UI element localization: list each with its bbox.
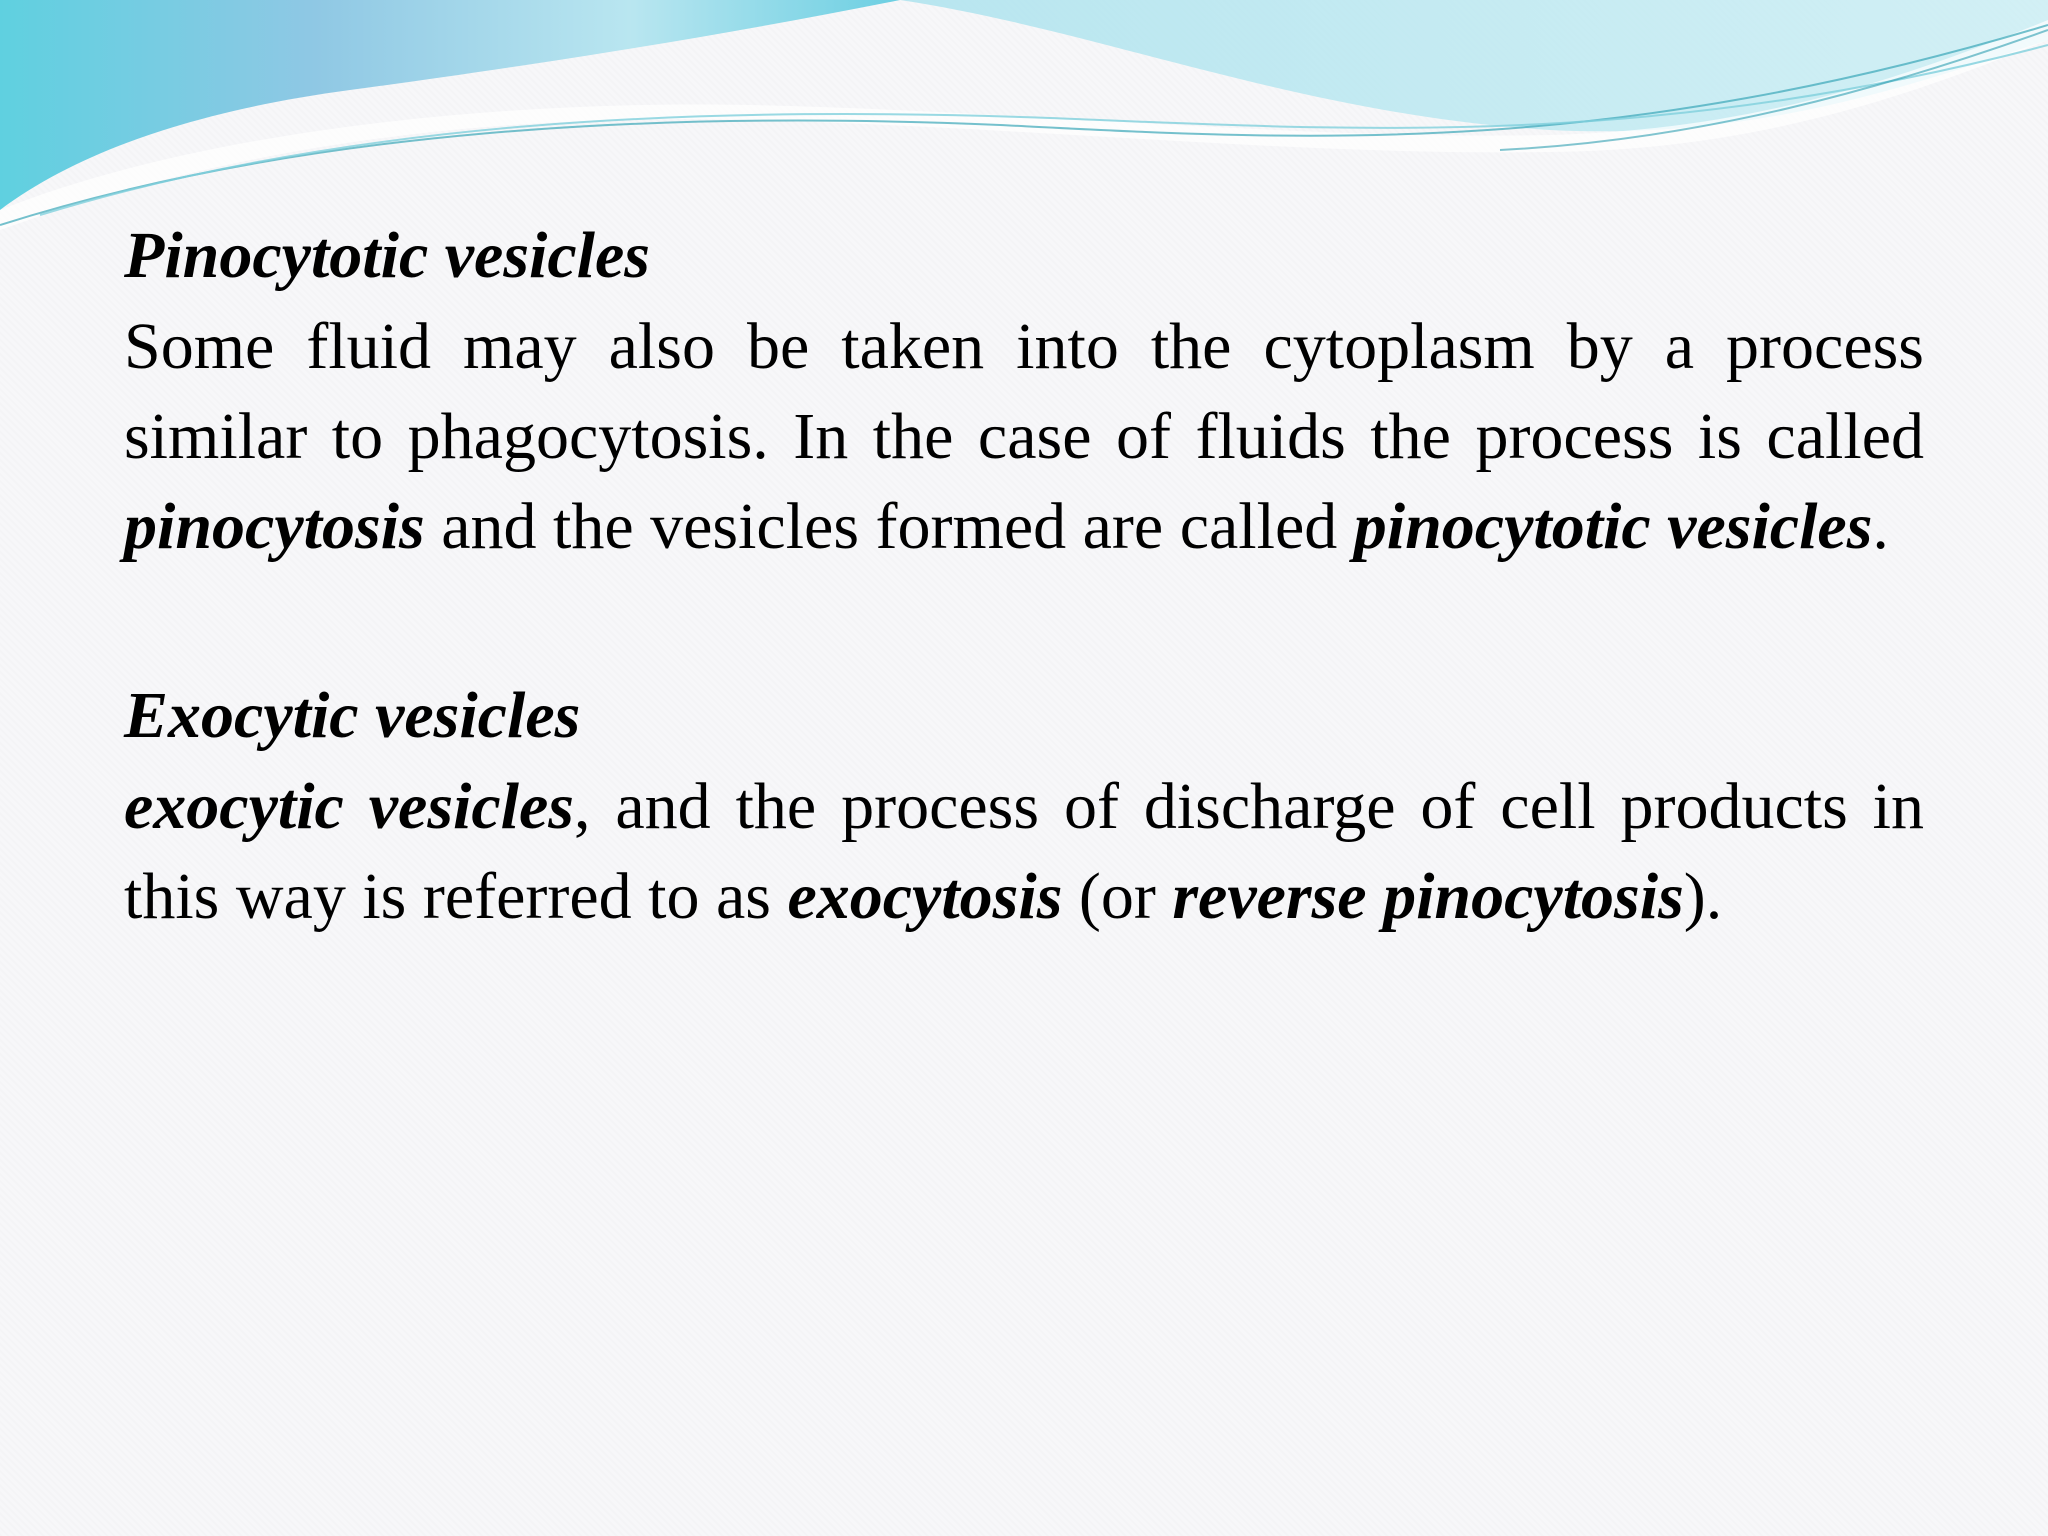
slide-content <box>124 210 1924 942</box>
header-wave-decoration <box>0 0 2048 240</box>
heading-pinocytotic-vesicles: Pinocytotic vesicles <box>124 219 650 292</box>
paragraph-text: (or <box>1062 860 1173 933</box>
paragraph-pinocytosis <box>124 302 1924 572</box>
term-pinocytotic-vesicles: pinocytotic vesicles <box>1353 490 1873 563</box>
paragraph-text: . <box>1872 490 1889 563</box>
paragraph-text: Some fluid may also be taken into the cytoplasm by a process similar to phagocytosis. In the case of fluids the process is called <box>124 310 1924 473</box>
term-exocytic-vesicles: exocytic vesicles <box>124 770 574 843</box>
term-exocytosis: exocytosis <box>787 860 1063 933</box>
paragraph-exocytosis <box>124 762 1924 942</box>
paragraph-text: and the vesicles formed are called <box>424 490 1354 563</box>
term-pinocytosis: pinocytosis <box>124 490 425 563</box>
paragraph-text: ). <box>1683 860 1723 933</box>
heading-exocytic-vesicles: Exocytic vesicles <box>124 679 581 752</box>
term-reverse-pinocytosis: reverse pinocytosis <box>1172 860 1684 933</box>
paragraph-text: , and the process of discharge of cell products in this way is referred to as <box>124 770 1924 933</box>
spacer <box>124 572 1924 670</box>
